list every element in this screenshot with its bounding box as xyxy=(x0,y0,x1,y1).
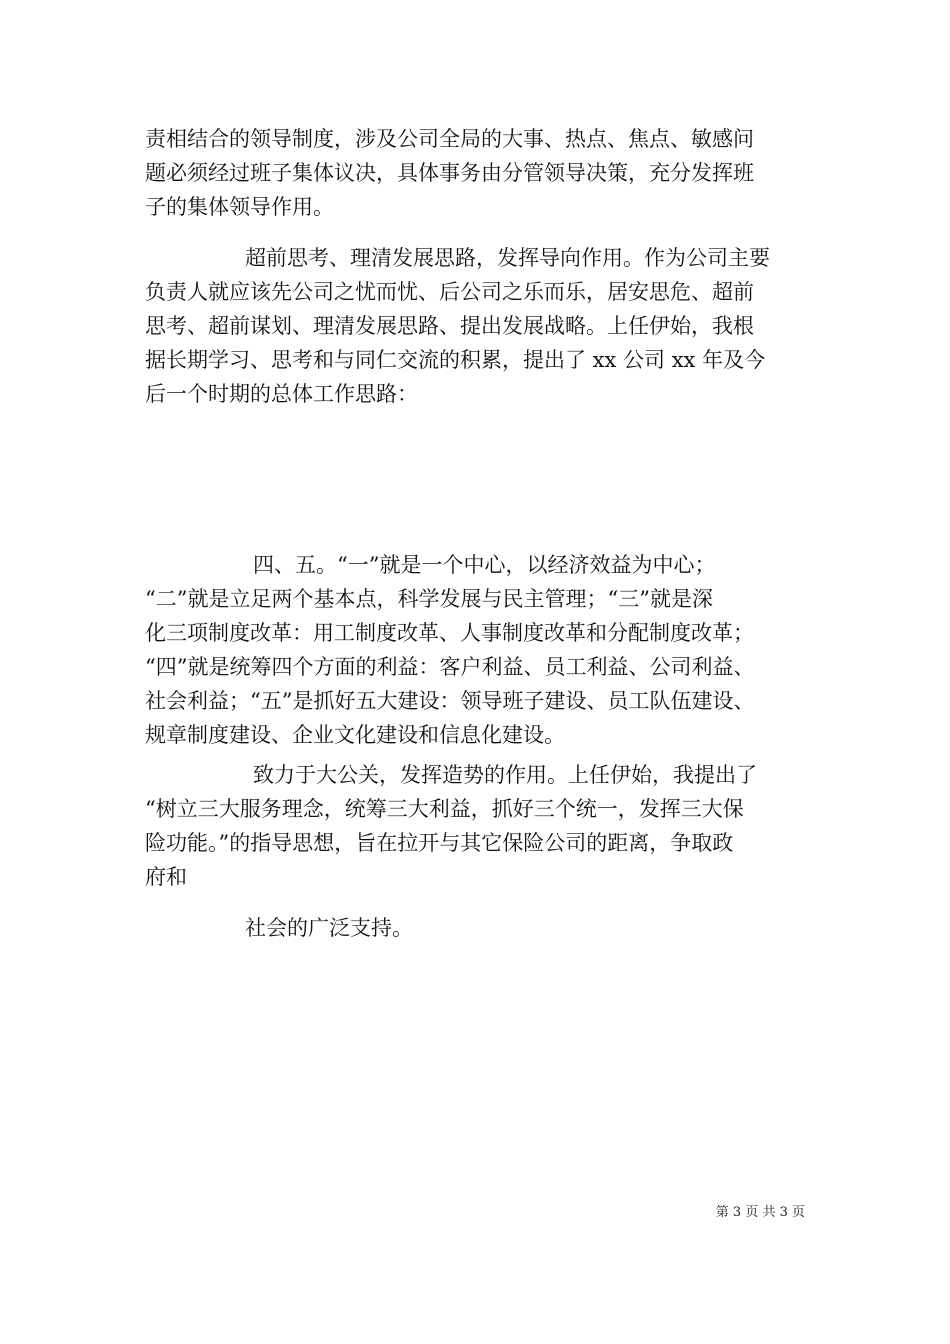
page-number: 第 3 页 共 3 页 xyxy=(715,1205,805,1220)
text-line: 据长期学习、思考和与同仁交流的积累，提出了 xx 公司 xx 年及今 xyxy=(145,348,766,372)
text-line: “四”就是统筹四个方面的利益：客户利益、员工利益、公司利益、 xyxy=(145,655,755,679)
text-line: “二”就是立足两个基本点，科学发展与民主管理；“三”就是深 xyxy=(145,587,713,611)
text-line: 化三项制度改革：用工制度改革、人事制度改革和分配制度改革； xyxy=(145,621,754,645)
document-body xyxy=(145,122,815,945)
numbered-list xyxy=(145,428,815,542)
text-line: 府和 xyxy=(145,865,187,889)
list-item xyxy=(145,428,815,462)
text-line: 子的集体领导作用。 xyxy=(145,195,334,219)
text-line: 致力于大公关，发挥造势的作用。上任伊始，我提出了 xyxy=(253,763,757,787)
text-line: 责相结合的领导制度，涉及公司全局的大事、热点、焦点、敏感问 xyxy=(145,127,754,151)
text-line: 规章制度建设、企业文化建设和信息化建设。 xyxy=(145,723,565,747)
text-line: 四、五。“一”就是一个中心，以经济效益为中心； xyxy=(253,553,716,577)
list-item xyxy=(145,468,815,502)
paragraph-5 xyxy=(145,911,815,945)
text-line: 超前思考、理清发展思路，发挥导向作用。作为公司主要 xyxy=(245,246,770,270)
paragraph-2 xyxy=(145,241,815,411)
paragraph-1 xyxy=(145,122,815,224)
text-line: “树立三大服务理念，统筹三大利益，抓好三个统一，发挥三大保 xyxy=(145,797,744,821)
text-line: 险功能。”的指导思想，旨在拉开与其它保险公司的距离，争取政 xyxy=(145,831,734,855)
paragraph-3 xyxy=(145,548,815,752)
text-line: 题必须经过班子集体议决，具体事务由分管领导决策，充分发挥班 xyxy=(145,161,754,185)
list-item xyxy=(145,508,815,542)
text-line: 思考、超前谋划、理清发展思路、提出发展战略。上任伊始，我根 xyxy=(145,314,754,338)
text-line: 社会利益；“五”是抓好五大建设：领导班子建设、员工队伍建设、 xyxy=(145,689,755,713)
text-line: 社会的广泛支持。 xyxy=(245,916,413,940)
paragraph-4 xyxy=(145,758,815,894)
text-line: 后一个时期的总体工作思路： xyxy=(145,382,418,406)
text-line: 负责人就应该先公司之忧而忧、后公司之乐而乐，居安思危、超前 xyxy=(145,280,754,304)
